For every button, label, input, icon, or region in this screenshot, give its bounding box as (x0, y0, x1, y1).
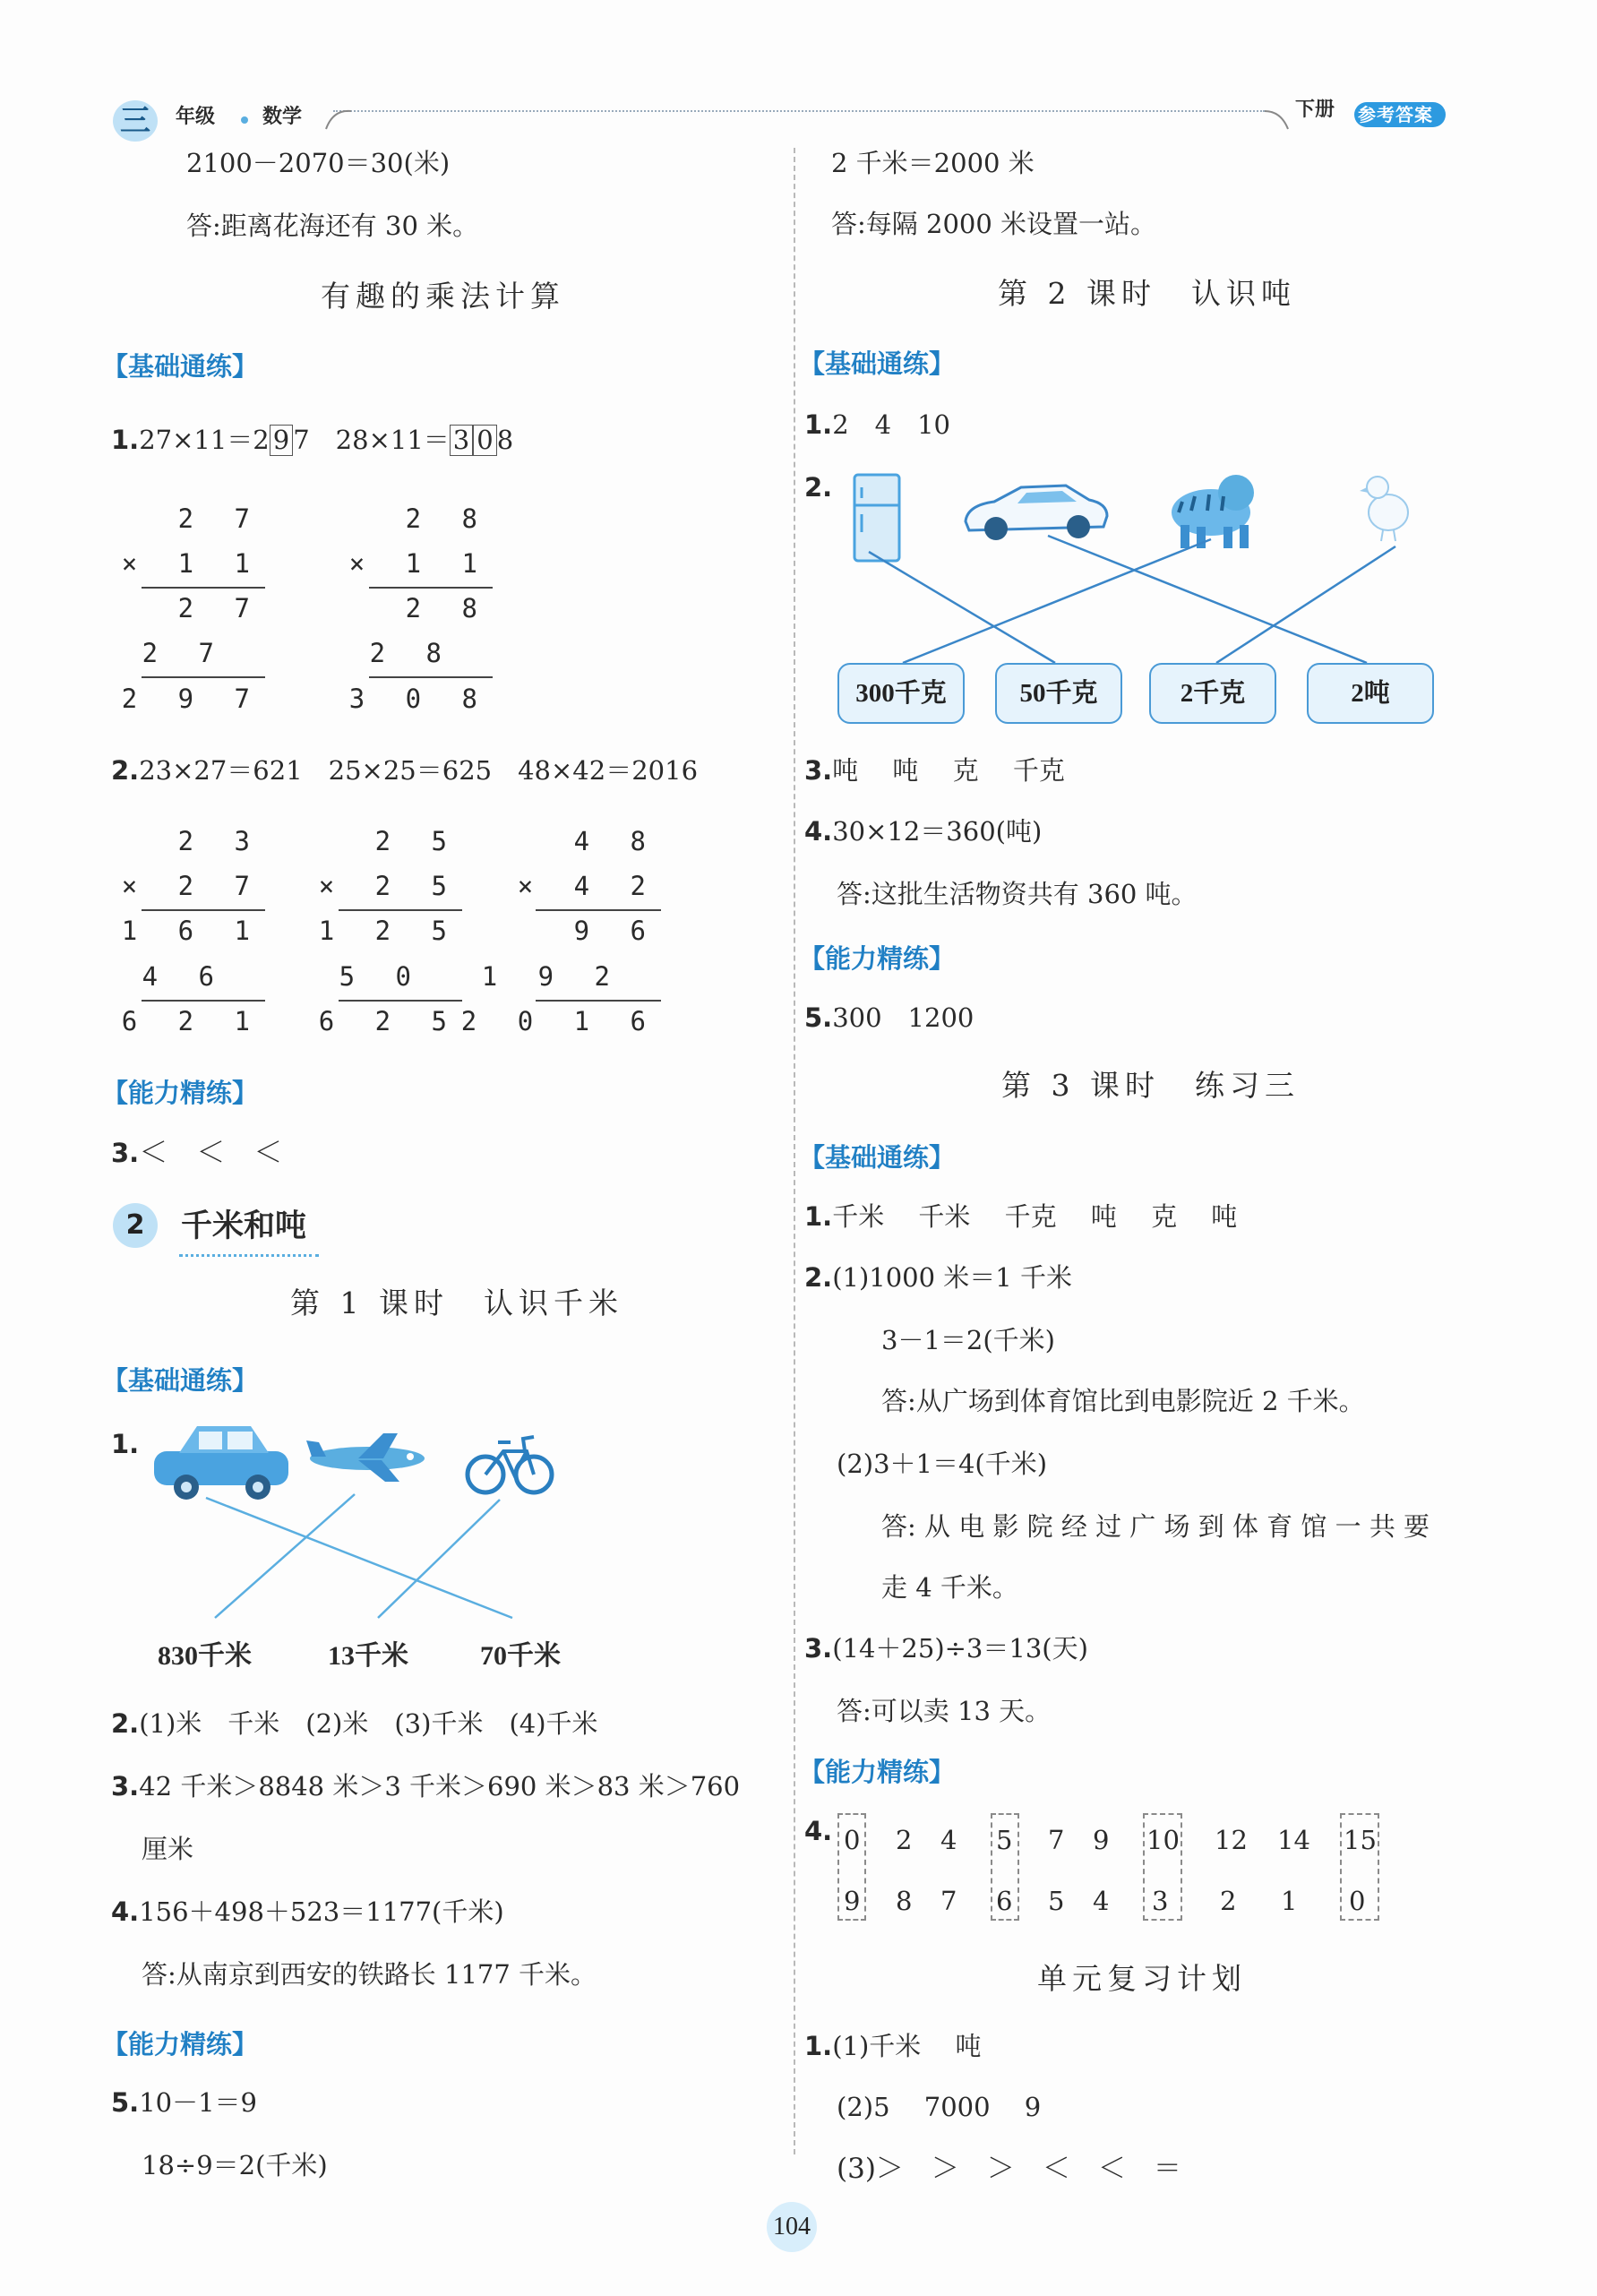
filled-box: 9 (270, 425, 293, 456)
weight-option: 2吨 (1307, 663, 1434, 724)
grid-number: 10 (1146, 1825, 1180, 1855)
answer-line: 2 千米＝2000 米 (831, 148, 1035, 178)
grid-number: 8 (896, 1886, 913, 1916)
tiger-icon (1172, 475, 1254, 548)
grid-number: 7 (1048, 1825, 1065, 1855)
question-1: 1.27×11＝2 9 7 28×11＝ 3 0 8 (111, 425, 514, 455)
grid-number: 7 (940, 1886, 957, 1916)
question-4: 4.156＋498＋523＝1177(千米) (111, 1896, 504, 1927)
answer-line: 走 4 千米。 (881, 1572, 1018, 1603)
answer-badge-text: 参考答案 (1358, 104, 1433, 125)
section-basic-practice: 【基础通练】 (799, 1142, 956, 1173)
distance-option: 13千米 (328, 1641, 408, 1671)
unit-number: 2 (125, 1209, 145, 1241)
practice-3: 3.(14＋25)÷3＝13(天) (804, 1633, 1088, 1664)
calc-row: × 4 2 (517, 871, 658, 901)
question-5: 5.10－1＝9 (111, 2087, 258, 2118)
page-number: 104 (773, 2213, 811, 2240)
match-line (903, 539, 1211, 663)
section-basic-practice: 【基础通练】 (102, 351, 259, 382)
match-line (378, 1500, 500, 1618)
dot-separator (241, 116, 248, 124)
calc-row: × 2 5 (318, 871, 459, 901)
answer-line: 2100－2070＝30(米) (186, 148, 451, 178)
grid-number: 5 (1048, 1886, 1065, 1916)
review-1: 1.(1)千米 吨 (804, 2031, 982, 2061)
vehicles-matching (143, 1415, 573, 1630)
distance-option: 830千米 (158, 1641, 252, 1671)
grid-number: 9 (844, 1886, 861, 1916)
calc-row: × 1 1 (121, 548, 262, 579)
match-line (215, 1494, 355, 1618)
question-3: 3.42 千米＞8848 米＞3 千米＞690 米＞83 米＞760 (111, 1771, 741, 1802)
lesson-title: 第 1 课时 认识千米 (290, 1286, 623, 1320)
grid-number: 14 (1277, 1825, 1310, 1855)
bicycle-icon (468, 1437, 552, 1492)
grid-number: 4 (940, 1825, 957, 1855)
unit-title: 千米和吨 (181, 1208, 307, 1244)
lesson-title: 第 3 课时 练习三 (1001, 1068, 1300, 1103)
question-3: 3.＜ ＜ ＜ (111, 1135, 283, 1169)
grid-number: 4 (1093, 1886, 1110, 1916)
lesson-title: 单元复习计划 (1037, 1961, 1247, 1996)
section-basic-practice: 【基础通练】 (799, 348, 956, 379)
question-4: 4.30×12＝360(吨) (804, 816, 1043, 847)
match-line (1216, 546, 1395, 663)
answer-line: 答:距离花海还有 30 米。 (186, 211, 479, 241)
grade-badge-text: 三 (120, 103, 150, 139)
calc-row: 2 8 (405, 503, 490, 534)
car-icon (966, 486, 1107, 540)
calc-row: 4 6 (142, 961, 227, 992)
question-3-continued: 厘米 (142, 1834, 194, 1864)
answer-line: (3)＞ ＞ ＞ ＜ ＜ ＝ (837, 2153, 1181, 2185)
calc-row: 2 7 (177, 593, 262, 623)
calc-row: 1 6 1 (121, 916, 262, 946)
car-icon (154, 1426, 288, 1500)
calc-row: 2 5 (374, 826, 459, 856)
weight-option: 300千克 (837, 663, 965, 724)
calc-row: 9 6 (573, 916, 658, 946)
calc-line (536, 1000, 661, 1002)
section-ability-practice: 【能力精练】 (102, 1078, 259, 1108)
calc-line (142, 909, 265, 911)
calc-row: 1 9 2 (481, 961, 622, 992)
calc-line (142, 676, 265, 678)
lesson-title: 有趣的乘法计算 (321, 279, 565, 314)
answer-line: 答:每隔 2000 米设置一站。 (831, 209, 1157, 239)
filled-box: 0 (473, 425, 496, 456)
refrigerator-icon (854, 475, 899, 561)
answer-line: 3－1＝2(千米) (881, 1325, 1055, 1355)
answer-line: 答:这批生活物资共有 360 吨。 (837, 879, 1198, 909)
calc-row: 2 0 1 6 (460, 1006, 658, 1036)
calc-line (142, 587, 265, 589)
calc-line (339, 909, 462, 911)
answer-line: 答: 从 电 影 院 经 过 广 场 到 体 育 馆 一 共 要 (881, 1511, 1430, 1542)
calc-row: 5 0 (339, 961, 424, 992)
grid-number: 6 (996, 1886, 1013, 1916)
header-rule-curve (324, 100, 1292, 136)
grid-number: 5 (996, 1825, 1013, 1855)
question-2: 2.(1)米 千米 (2)米 (3)千米 (4)千米 (111, 1708, 598, 1739)
section-basic-practice: 【基础通练】 (102, 1365, 259, 1396)
section-ability-practice: 【能力精练】 (799, 943, 956, 974)
grid-number: 15 (1344, 1825, 1377, 1855)
subject-label: 数学 (262, 106, 303, 128)
calc-row: 6 2 1 (121, 1006, 262, 1036)
calc-line (369, 587, 493, 589)
question-1: 1.2 4 10 (804, 409, 951, 440)
match-line (1048, 536, 1367, 663)
section-ability-practice: 【能力精练】 (102, 2029, 259, 2060)
calc-row: 2 8 (369, 638, 454, 668)
calc-row: 2 3 (177, 826, 262, 856)
calc-row: × 2 7 (121, 871, 262, 901)
answer-line: 答:可以卖 13 天。 (837, 1696, 1052, 1726)
calc-row: × 1 1 (348, 548, 490, 579)
column-divider (794, 148, 795, 2154)
lesson-title: 第 2 课时 认识吨 (998, 276, 1296, 311)
filled-box: 3 (450, 425, 473, 456)
grid-number: 3 (1152, 1886, 1169, 1916)
calc-line (536, 909, 661, 911)
answer-line: 答:从南京到西安的铁路长 1177 千米。 (142, 1959, 597, 1990)
calc-row: 2 7 (142, 638, 227, 668)
answer-line: 答:从广场到体育馆比到电影院近 2 千米。 (881, 1386, 1365, 1416)
calc-row: 6 2 5 (318, 1006, 459, 1036)
header (0, 0, 1597, 143)
calc-line (369, 676, 493, 678)
chick-icon (1360, 477, 1408, 541)
calc-row: 2 7 (177, 503, 262, 534)
calc-line (142, 1000, 265, 1002)
grid-number: 1 (1281, 1886, 1298, 1916)
question-3: 3.吨 吨 克 千克 (804, 755, 1065, 786)
grid-number: 0 (1349, 1886, 1366, 1916)
question-number: 4. (804, 1816, 833, 1846)
answer-line: (2)3＋1＝4(千米) (837, 1449, 1048, 1479)
grid-number: 0 (844, 1825, 861, 1855)
unit-title-underline (179, 1254, 319, 1257)
calc-row: 2 9 7 (121, 684, 262, 714)
answer-line: (2)5 7000 9 (837, 2092, 1042, 2122)
practice-1: 1.千米 千米 千克 吨 克 吨 (804, 1201, 1238, 1232)
calc-row: 4 8 (573, 826, 658, 856)
weight-matching (842, 466, 1451, 663)
question-number: 1. (111, 1429, 140, 1459)
calc-row: 2 8 (405, 593, 490, 623)
question-2: 2.23×27＝621 25×25＝625 48×42＝2016 (111, 755, 699, 786)
airplane-icon (306, 1433, 425, 1482)
distance-option: 70千米 (480, 1641, 561, 1671)
grid-number: 9 (1093, 1825, 1110, 1855)
volume-label: 下册 (1295, 99, 1335, 121)
answer-line: 18÷9＝2(千米) (142, 2150, 328, 2180)
grid-number: 12 (1215, 1825, 1248, 1855)
section-ability-practice: 【能力精练】 (799, 1757, 956, 1787)
match-line (206, 1498, 512, 1618)
question-5: 5.300 1200 (804, 1002, 975, 1033)
weight-option: 50千克 (995, 663, 1122, 724)
match-line (869, 552, 1055, 663)
grid-number: 2 (1220, 1886, 1237, 1916)
grid-number: 2 (896, 1825, 913, 1855)
practice-2: 2.(1)1000 米＝1 千米 (804, 1262, 1072, 1293)
question-number: 2. (804, 472, 833, 503)
weight-option: 2千克 (1149, 663, 1276, 724)
grade-label: 年级 (176, 106, 216, 128)
calc-row: 1 2 5 (318, 916, 459, 946)
calc-row: 3 0 8 (348, 684, 490, 714)
calc-line (339, 1000, 462, 1002)
